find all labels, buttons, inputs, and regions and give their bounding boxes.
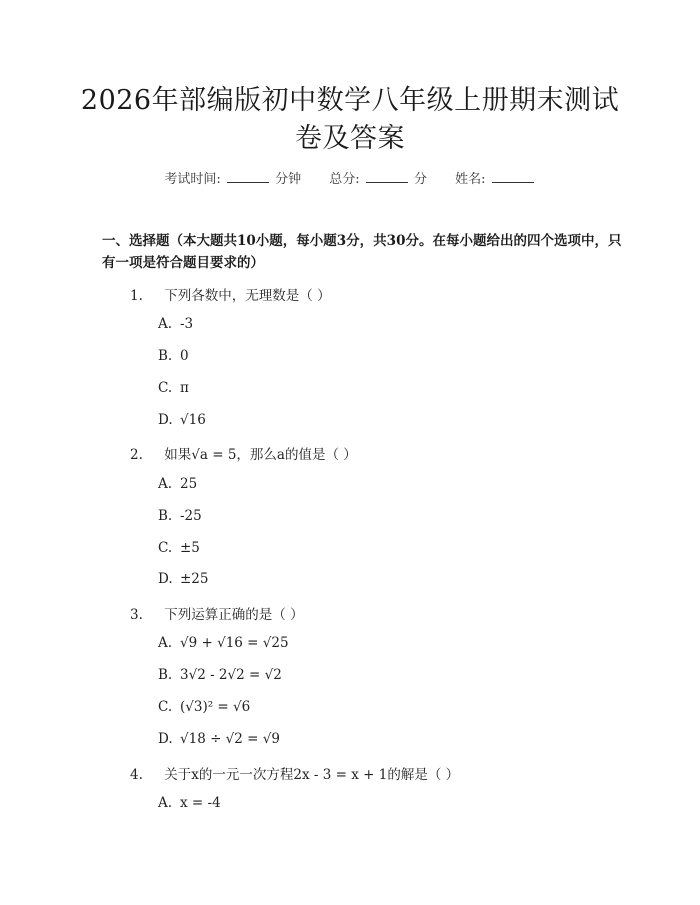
student-name <box>455 168 536 187</box>
section-heading: 一、选择题（本大题共10小题，每小题3分，共30分。在每小题给出的四个选项中，只有一项是符合题目要求的） <box>102 233 622 271</box>
option-4a <box>158 795 221 811</box>
option-1b <box>158 348 189 364</box>
option-1a <box>158 316 193 332</box>
score-label: 总分: <box>329 172 360 187</box>
exam-meta <box>0 168 700 187</box>
time-unit: 分钟 <box>275 172 302 187</box>
option-label: A. <box>158 795 173 811</box>
option-text: (√3)² = √6 <box>180 699 251 715</box>
name-label: 姓名: <box>455 172 486 187</box>
question-text: 下列各数中，无理数是（ ） <box>164 288 331 304</box>
option-label: A. <box>158 635 173 651</box>
option-2a <box>158 476 197 492</box>
option-label: A. <box>158 316 173 332</box>
option-label: C. <box>158 380 173 396</box>
option-text: -3 <box>180 316 194 332</box>
option-label: C. <box>158 699 173 715</box>
option-label: D. <box>158 731 173 747</box>
option-2d <box>158 571 209 587</box>
option-1d <box>158 412 206 428</box>
question-number: 3. <box>130 607 143 623</box>
option-label: B. <box>158 508 173 524</box>
option-text: x = -4 <box>180 795 221 811</box>
question-4 <box>130 763 459 783</box>
question-number: 2. <box>130 447 143 463</box>
option-text: ±5 <box>180 540 200 556</box>
question-text: 下列运算正确的是（ ） <box>164 607 304 623</box>
option-3d <box>158 731 280 747</box>
option-text: √18 ÷ √2 = √9 <box>180 731 280 747</box>
option-text: ±25 <box>180 571 209 587</box>
option-2b <box>158 508 202 524</box>
option-3b <box>158 667 282 683</box>
name-blank <box>492 170 534 183</box>
score-blank <box>366 170 408 183</box>
option-label: A. <box>158 476 173 492</box>
option-3a <box>158 635 289 651</box>
option-2c <box>158 540 200 556</box>
time-label: 考试时间: <box>164 172 221 187</box>
total-score <box>329 168 427 187</box>
option-text: √16 <box>180 412 206 428</box>
option-text: 25 <box>180 476 198 492</box>
question-text: 关于x的一元一次方程2x - 3 = x + 1的解是（ ） <box>164 767 460 783</box>
option-label: B. <box>158 667 173 683</box>
option-text: π <box>180 380 189 396</box>
option-label: B. <box>158 348 173 364</box>
question-3 <box>130 603 304 623</box>
option-1c <box>158 380 189 396</box>
page-title: 2026年部编版初中数学八年级上册期末测试卷及答案 <box>80 85 620 154</box>
question-number: 4. <box>130 767 143 783</box>
question-text: 如果√a = 5，那么a的值是（ ） <box>164 447 357 463</box>
question-1 <box>130 284 331 304</box>
option-label: D. <box>158 412 173 428</box>
time-blank <box>227 170 269 183</box>
question-2 <box>130 443 357 463</box>
option-label: C. <box>158 540 173 556</box>
option-3c <box>158 699 250 715</box>
option-text: 3√2 - 2√2 = √2 <box>180 667 282 683</box>
question-number: 1. <box>130 288 143 304</box>
option-text: 0 <box>180 348 189 364</box>
exam-time <box>164 168 301 187</box>
option-text: -25 <box>180 508 202 524</box>
option-text: √9 + √16 = √25 <box>180 635 289 651</box>
score-unit: 分 <box>413 172 427 187</box>
option-label: D. <box>158 571 173 587</box>
